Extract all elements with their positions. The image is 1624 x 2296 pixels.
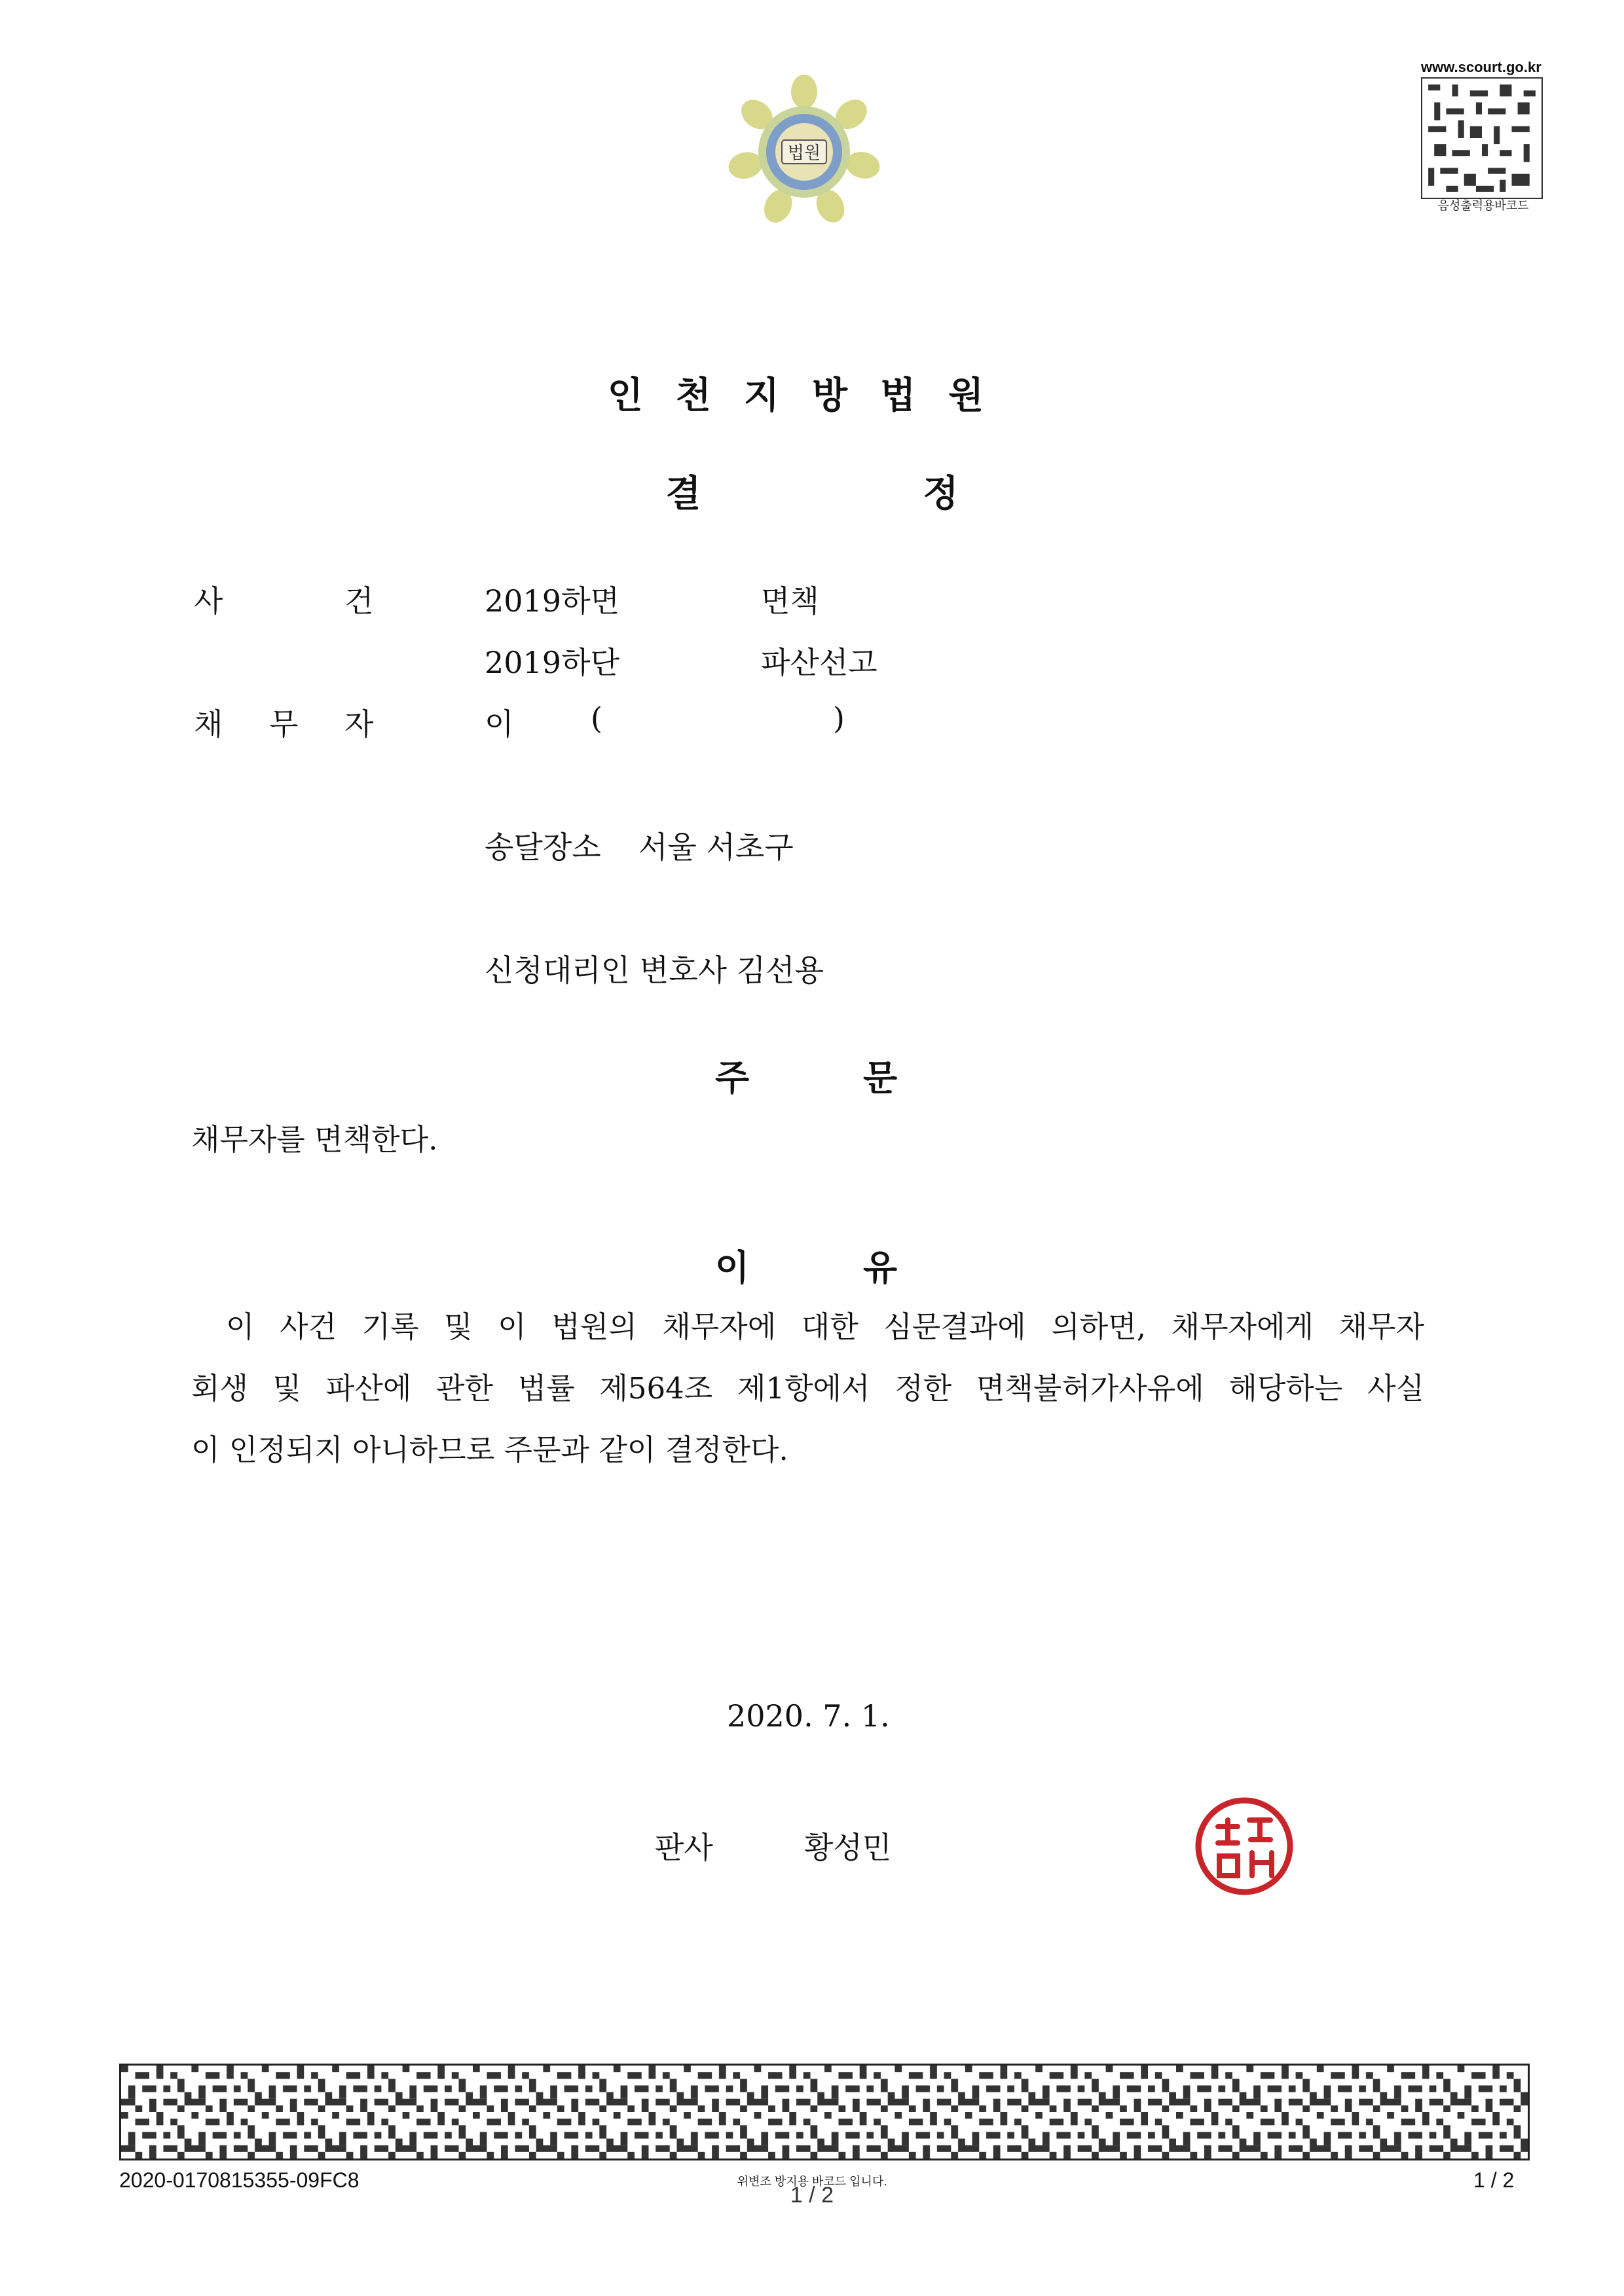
decision-date: 2020. 7. 1.	[727, 1698, 890, 1734]
voice-barcode-icon	[1421, 77, 1543, 199]
debtor-label: 채 무 자	[194, 706, 374, 742]
court-name: 인천지방법원	[607, 374, 1017, 417]
case-type-1: 면책	[761, 583, 819, 619]
case-number-1: 2019하면	[485, 583, 619, 619]
reason-line-3: 이 인정되지 아니하므로 주문과 같이 결정한다.	[191, 1432, 788, 1467]
case-number-2: 2019하단	[485, 645, 619, 680]
reason-line-2: 회생 및 파산에 관한 법률 제564조 제1항에서 정한 면책불허가사유에 해당하는 사실	[191, 1371, 1424, 1406]
applicant-agent: 신청대리인 변호사 김선용	[485, 953, 824, 988]
delivery-label: 송달장소	[485, 829, 601, 865]
judge-seal-icon	[1192, 1794, 1297, 1899]
reason-line-1: 이 사건 기록 및 이 법원의 채무자에 대한 심문결과에 의하면, 채무자에게 채무자	[226, 1309, 1424, 1344]
document-id: 2020-0170815355-09FC8	[119, 2168, 360, 2192]
document-title	[0, 465, 1624, 517]
anti-forgery-barcode-icon	[119, 2064, 1530, 2160]
page-number-center: 1 / 2	[790, 2183, 834, 2208]
debtor-paren-open: (	[591, 701, 602, 736]
order-text: 채무자를 면책한다.	[191, 1122, 438, 1157]
order-heading-right: 문	[863, 1057, 898, 1099]
delivery-address: 서울 서초구	[638, 829, 794, 865]
case-type-2: 파산선고	[761, 645, 877, 680]
order-heading-left: 주	[715, 1057, 750, 1099]
judge-title: 판사	[655, 1830, 713, 1865]
judge-name: 황성민	[804, 1830, 892, 1865]
court-emblem-icon	[726, 73, 883, 230]
page-number: 1 / 2	[1473, 2168, 1515, 2192]
document-title-left: 결	[665, 472, 701, 515]
debtor-paren-close: )	[833, 701, 845, 736]
voice-barcode-url: www.scourt.go.kr	[1421, 59, 1541, 75]
case-label: 사 건	[194, 583, 374, 619]
voice-barcode-caption: 음성출력용바코드	[1437, 199, 1529, 212]
debtor-name: 이	[485, 706, 514, 742]
document-title-right: 정	[923, 472, 959, 515]
emblem-label: 법원	[787, 143, 821, 163]
reason-heading-left: 이	[715, 1247, 750, 1288]
barcode-notice: 위변조 방지용 바코드 입니다.	[737, 2175, 887, 2188]
reason-heading-right: 유	[863, 1247, 898, 1288]
